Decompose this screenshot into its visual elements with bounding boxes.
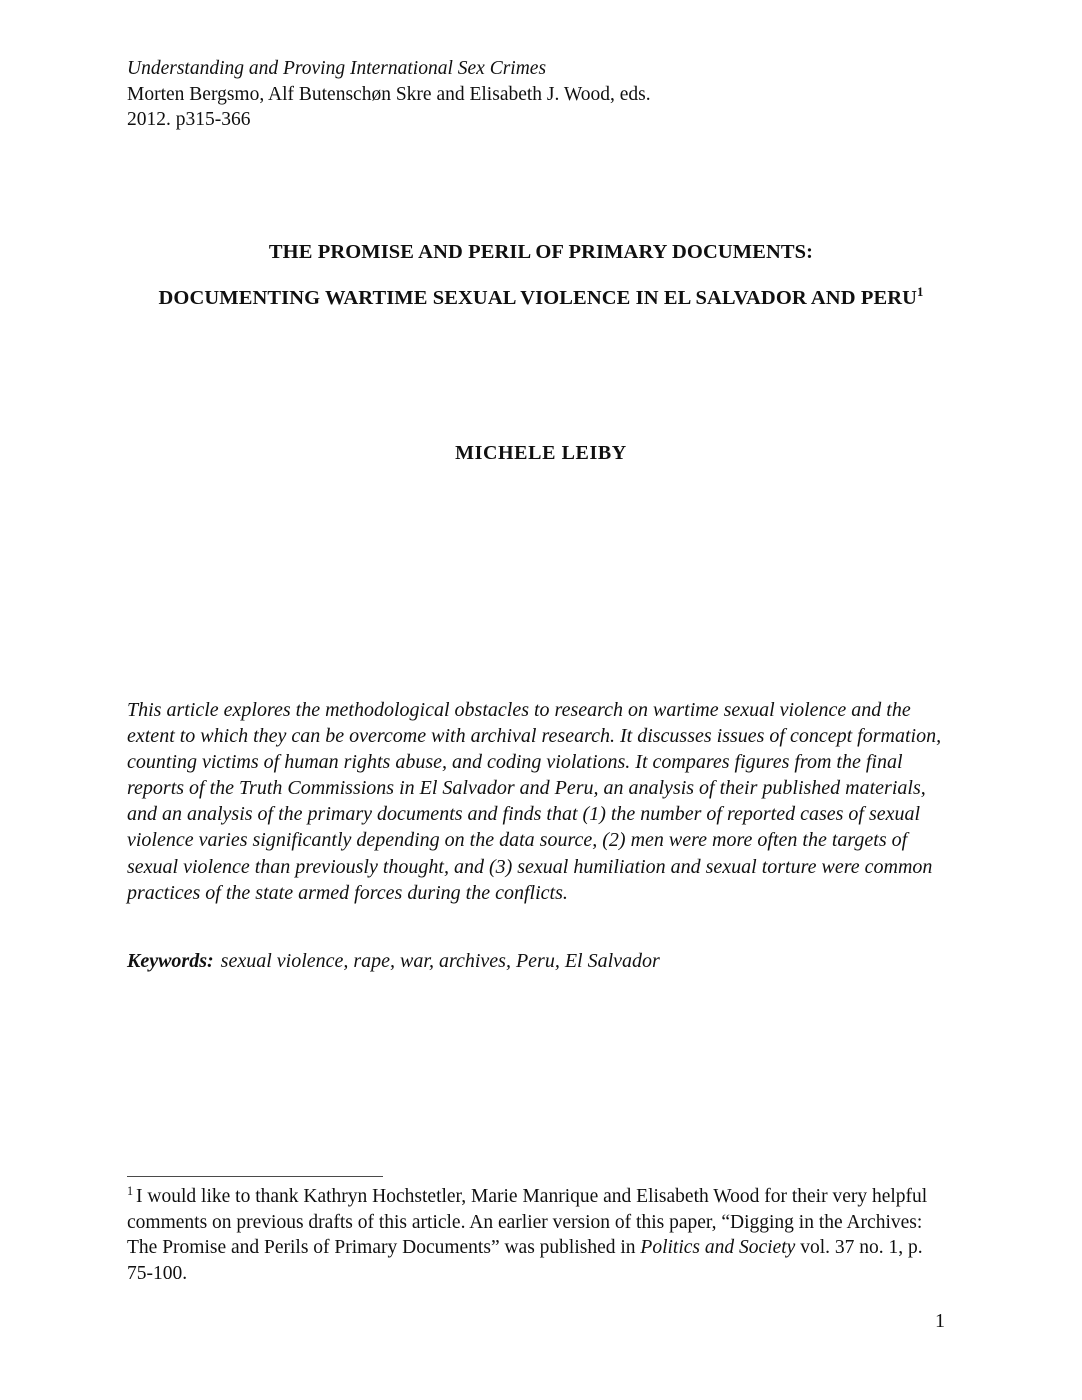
footnote-separator-rule (127, 1176, 383, 1177)
title-line-one: THE PROMISE AND PERIL OF PRIMARY DOCUMENTS: (268, 240, 814, 263)
keywords-line (127, 948, 945, 974)
footnote-marker: 1 (127, 1183, 134, 1198)
footnote-text (127, 1184, 945, 1286)
source-citation-header (127, 56, 955, 133)
title-line-two (127, 285, 955, 311)
publication-title: Understanding and Proving International Sex Crimes (127, 58, 547, 79)
title-line-two-text: DOCUMENTING WARTIME SEXUAL VIOLENCE IN EL SALVADOR AND PERU (158, 286, 918, 309)
author-name: MICHELE LEIBY (455, 442, 627, 464)
page-title (127, 239, 955, 311)
footnote-journal-title: Politics and Society (640, 1237, 796, 1259)
page-number: 1 (935, 1310, 945, 1332)
publication-year-pages: 2012. p315-366 (127, 109, 251, 130)
abstract-text: This article explores the methodological obstacles to research on wartime sexual violence and the extent to which they can be overcome with archival research. It discusses issues of concept formation, counting victims of human rights abuse, and coding violations. It compares figures from the final reports of the Truth Commissions in El Salvador and Peru, an analysis of their published materials, and an analysis of the primary documents and finds that (1) the number of reported cases of sexual violence varies significantly depending on the data source, (2) men were more often the targets of sexual violence than previously thought, and (3) sexual humiliation and sexual torture were common practices of the state armed forces during the conflicts. (127, 699, 942, 904)
keywords-label: Keywords: (127, 950, 214, 972)
footnote-part-one: I would like to thank Kathryn Hochstetler, Marie Manrique and Elisabeth Wood for their very helpful comments on previous drafts of this article. An earlier version of this paper, “Digging in the Archives: The Promise and Perils of Primary Documents” was published in (127, 1186, 928, 1259)
footnote-part-two: vol. 37 no. 1, p. 75-100. (127, 1237, 923, 1284)
publication-editors: Morten Bergsmo, Alf Butenschøn Skre and Elisabeth J. Wood, eds. (127, 83, 651, 105)
title-footnote-marker: 1 (917, 284, 924, 299)
keywords-list: sexual violence, rape, war, archives, Peru, El Salvador (220, 950, 660, 972)
